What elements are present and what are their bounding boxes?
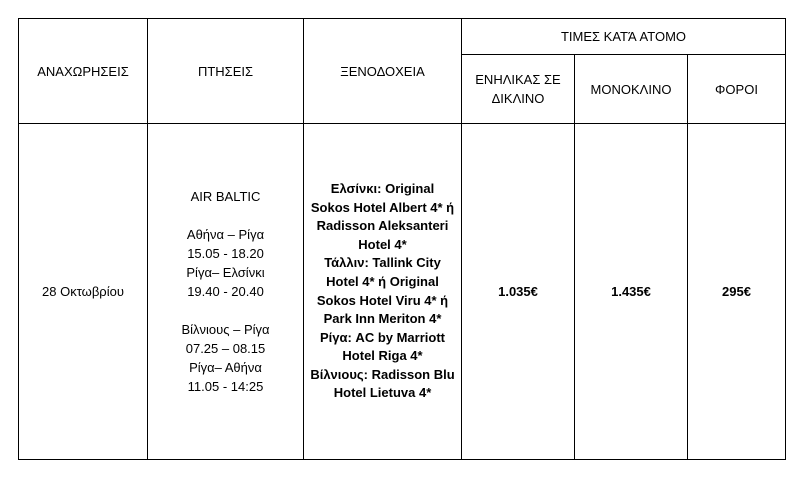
flight-route: Αθήνα – Ρίγα	[186, 227, 265, 242]
header-row-1	[19, 19, 786, 55]
flight-time: 15.05 - 18.20	[187, 246, 264, 261]
header-departures: ΑΝΑΧΩΡΗΣΕΙΣ	[19, 19, 148, 124]
hotel-vilnius: Βίλνιους: Radisson Blu Hotel Lietuva 4*	[310, 366, 455, 401]
spacer	[152, 206, 299, 225]
header-prices-group: ΤΙΜΕΣ ΚΑΤΆ ΑΤΟΜΟ	[462, 19, 786, 55]
price-taxes: 295€	[688, 124, 786, 460]
hotel-tallinn: Τάλλιν: Tallink City Hotel 4* ή Original Sokos Hotel Viru 4* ή Park Inn Meriton 4*	[316, 255, 449, 327]
flight-route: Ρίγα– Αθήνα	[189, 360, 262, 375]
airline-name: AIR BALTIC	[190, 189, 261, 204]
hotel-riga: Ρίγα: AC by Marriott Hotel Riga 4*	[319, 329, 445, 364]
header-adult-double: ΕΝΗΛΙΚΑΣ ΣΕ ΔΙΚΛΙΝΟ	[462, 55, 575, 124]
flight-time: 11.05 - 14:25	[187, 379, 264, 394]
flights-cell	[148, 124, 304, 460]
header-hotels: ΞΕΝΟΔΟΧΕΙΑ	[304, 19, 462, 124]
hotel-helsinki: Ελσίνκι: Original Sokos Hotel Albert 4* ή Radisson Aleksanteri Hotel 4*	[310, 180, 455, 252]
flight-route: Βίλνιους – Ρίγα	[181, 322, 270, 337]
header-single: ΜΟΝΟΚΛΙΝΟ	[575, 55, 688, 124]
flight-time: 19.40 - 20.40	[187, 284, 264, 299]
flight-time: 07.25 – 08.15	[185, 341, 266, 356]
header-flights: ΠΤΗΣΕΙΣ	[148, 19, 304, 124]
departure-date-cell: 28 Οκτωβρίου	[19, 124, 148, 460]
tour-price-table	[18, 18, 786, 460]
table-row	[19, 124, 786, 460]
price-adult-double: 1.035€	[462, 124, 575, 460]
header-taxes: ΦΟΡΟΙ	[688, 55, 786, 124]
hotels-cell	[304, 124, 462, 460]
price-single: 1.435€	[575, 124, 688, 460]
spacer	[152, 301, 299, 320]
flight-route: Ρίγα– Ελσίνκι	[186, 265, 265, 280]
